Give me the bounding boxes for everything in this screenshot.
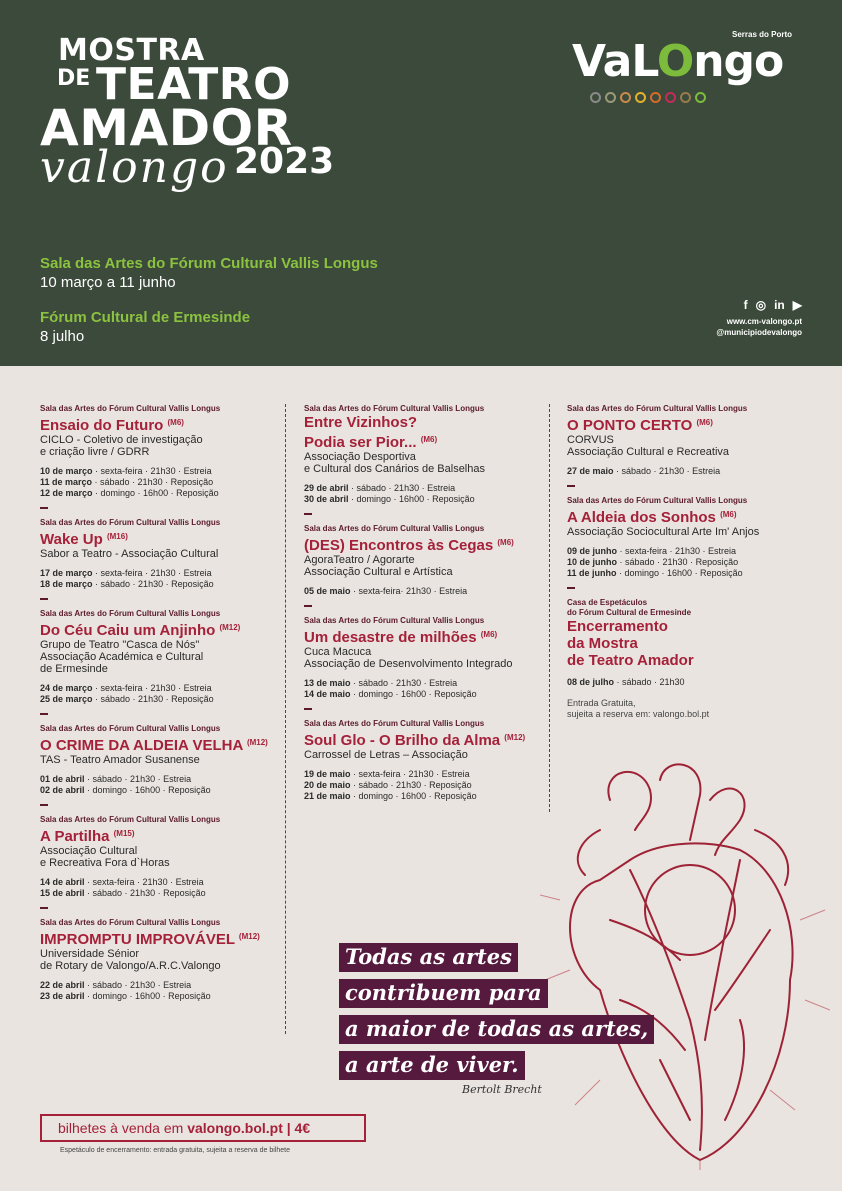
show-title-text: Wake Up [40, 531, 103, 548]
performance-dates [40, 774, 280, 796]
performance-row [40, 991, 280, 1002]
show-venue: Sala das Artes do Fórum Cultural Vallis Longus [40, 609, 221, 618]
show-entry [40, 518, 280, 600]
company-name: de Ermesinde [40, 663, 108, 675]
performance-details: · sábado · 21h30 · Estreia [613, 466, 721, 476]
show-title [567, 636, 807, 652]
venue-date: 8 julho [40, 328, 85, 345]
age-rating: (M12) [504, 733, 526, 742]
show-title-text: da Mostra [567, 635, 638, 652]
logo-dot [680, 92, 691, 103]
show-title-text: Podia ser Pior... [304, 434, 417, 451]
performance-details: · sexta-feira· 21h30 · Estreia [350, 586, 468, 596]
logo-word-part: ngo [693, 36, 784, 87]
performance-date: 05 de maio [304, 586, 351, 596]
company-name: e Recreativa Fora d`Horas [40, 857, 170, 869]
title-year: 2023 [234, 141, 335, 182]
performance-details: · sábado · 21h30 · Estreia [350, 678, 458, 688]
performance-row [304, 689, 544, 700]
performance-dates [567, 466, 807, 477]
performance-date: 23 de abril [40, 991, 85, 1001]
show-venue: Sala das Artes do Fórum Cultural Vallis Longus [40, 815, 221, 824]
separator-dash [40, 713, 48, 715]
company-name: Associação Sociocultural Arte Im' Anjos [567, 526, 760, 538]
show-venue: Sala das Artes do Fórum Cultural Vallis Longus [40, 404, 221, 413]
logo-dot [620, 92, 631, 103]
program-column-2 [304, 404, 544, 811]
performance-date: 11 de junho [567, 568, 617, 578]
performance-dates [304, 483, 544, 505]
show-entry [304, 719, 544, 802]
column-divider [549, 404, 550, 812]
company-name: Associação Cultural e Recreativa [567, 446, 730, 458]
show-title [567, 415, 807, 434]
social-icons [716, 298, 802, 312]
show-title [40, 826, 280, 845]
performance-details: · sexta-feira · 21h30 · Estreia [84, 877, 204, 887]
age-rating: (M16) [106, 532, 128, 541]
performance-details: · sexta-feira · 21h30 · Estreia [617, 546, 737, 556]
show-title-text: IMPROMPTU IMPROVÁVEL [40, 931, 235, 948]
company-name: Carrossel de Letras – Associação [304, 749, 468, 761]
show-title-text: O CRIME DA ALDEIA VELHA [40, 737, 243, 754]
performance-row [304, 769, 544, 780]
age-rating: (M6) [480, 630, 498, 639]
separator-dash [40, 907, 48, 909]
performance-dates [40, 568, 280, 590]
performance-row [567, 466, 807, 477]
show-venue: Sala das Artes do Fórum Cultural Vallis Longus [567, 496, 748, 505]
show-title-text: (DES) Encontros às Cegas [304, 537, 494, 554]
performance-date: 10 de março [40, 466, 93, 476]
performance-dates [567, 677, 807, 688]
age-rating: (M6) [720, 510, 737, 519]
show-title-text: Do Céu Caiu um Anjinho [40, 622, 216, 639]
company-name: CICLO - Coletivo de investigação [40, 434, 203, 446]
logo-word-part: VaL [572, 36, 657, 87]
performance-row [40, 466, 280, 477]
show-entry [567, 404, 807, 487]
show-venue: Casa de Espetáculos [567, 598, 648, 607]
venue-name: Sala das Artes do Fórum Cultural Vallis Longus [40, 255, 378, 272]
performance-date: 24 de março [40, 683, 93, 693]
show-title [567, 653, 807, 669]
logo-dots [590, 92, 706, 103]
show-entry [40, 404, 280, 509]
performance-dates [40, 683, 280, 705]
show-venue: Sala das Artes do Fórum Cultural Vallis Longus [304, 719, 485, 728]
show-venue: Sala das Artes do Fórum Cultural Vallis Longus [40, 724, 221, 733]
show-entry [40, 918, 280, 1002]
performance-row [40, 888, 280, 899]
column-divider [285, 404, 286, 1034]
quote-line: a maior de todas as artes, [339, 1015, 654, 1044]
separator-dash [304, 605, 312, 607]
show-note [567, 698, 807, 720]
show-title [304, 432, 544, 451]
quote-line: Todas as artes [339, 943, 518, 972]
performance-row [567, 557, 807, 568]
logo-dot [650, 92, 661, 103]
show-venue: Sala das Artes do Fórum Cultural Vallis Longus [304, 616, 485, 625]
performance-dates [40, 980, 280, 1002]
venue-info-2 [40, 308, 250, 346]
logo-tagline: Serras do Porto [732, 30, 793, 39]
show-entry [40, 815, 280, 909]
show-title [304, 730, 544, 749]
show-title-text: O PONTO CERTO [567, 417, 693, 434]
age-rating: (M6) [497, 538, 514, 547]
company-name: Associação de Desenvolvimento Integrado [304, 658, 513, 670]
separator-dash [567, 587, 575, 589]
logo-word-o: O [656, 36, 694, 87]
quote-line: contribuem para [339, 979, 548, 1008]
performance-details: · domingo · 16h00 · Reposição [84, 991, 211, 1001]
performance-date: 21 de maio [304, 791, 351, 801]
social-handle[interactable]: @municipiodevalongo [716, 328, 802, 337]
title-amador: AMADOR [40, 99, 293, 157]
performance-dates [40, 466, 280, 499]
show-title-text: Encerramento [567, 618, 668, 635]
show-venue: Sala das Artes do Fórum Cultural Vallis Longus [40, 518, 221, 527]
logo-dot [605, 92, 616, 103]
footer-note: Espetáculo de encerramento: entrada gratuita, sujeita a reserva de bilhete [60, 1147, 290, 1154]
company-name: Associação Cultural [40, 845, 138, 857]
show-title-text: Soul Glo - O Brilho da Alma [304, 732, 501, 749]
show-title [40, 620, 280, 639]
show-title-text: A Aldeia dos Sonhos [567, 509, 716, 526]
linkedin-icon[interactable]: in [774, 298, 785, 312]
performance-dates [304, 769, 544, 802]
performance-details: · sábado · 21h30 · Estreia [84, 980, 192, 990]
age-rating: (M15) [113, 829, 135, 838]
separator-dash [567, 485, 575, 487]
performance-date: 25 de março [40, 694, 93, 704]
performance-row [40, 785, 280, 796]
show-title [40, 529, 280, 548]
header-banner [0, 0, 842, 366]
performance-date: 08 de julho [567, 677, 615, 687]
quote-author: Bertolt Brecht [462, 1083, 542, 1096]
performance-row [304, 678, 544, 689]
performance-date: 14 de maio [304, 689, 351, 699]
company-name: e Cultural dos Canários de Balselhas [304, 463, 485, 475]
tickets-prefix: bilhetes à venda em [58, 1120, 188, 1136]
performance-details: · sexta-feira · 21h30 · Estreia [92, 568, 212, 578]
performance-row [40, 980, 280, 991]
performance-date: 30 de abril [304, 494, 349, 504]
performance-row [304, 780, 544, 791]
show-title [304, 627, 544, 646]
show-title [40, 929, 280, 948]
logo-dot [665, 92, 676, 103]
company-name: TAS - Teatro Amador Susanense [40, 754, 200, 766]
show-title-text: Ensaio do Futuro [40, 417, 164, 434]
age-rating: (M6) [420, 435, 438, 444]
performance-row [567, 568, 807, 579]
performance-date: 27 de maio [567, 466, 614, 476]
performance-row [40, 568, 280, 579]
performance-details: · sábado · 21h30 · Reposição [350, 780, 472, 790]
performance-row [304, 791, 544, 802]
performance-details: · sábado · 21h30 · Reposição [92, 694, 214, 704]
performance-dates [304, 678, 544, 700]
performance-row [40, 579, 280, 590]
performance-row [567, 677, 807, 688]
show-note-line: sujeita a reserva em: valongo.bol.pt [567, 709, 710, 719]
performance-row [40, 774, 280, 785]
venue-name: Fórum Cultural de Ermesinde [40, 309, 251, 326]
youtube-icon[interactable]: ▶ [792, 298, 802, 312]
company-name: Associação Académica e Cultural [40, 651, 204, 663]
title-valongo: valongo [40, 142, 229, 193]
quote-block [339, 943, 654, 1087]
performance-date: 01 de abril [40, 774, 85, 784]
performance-details: · sexta-feira · 21h30 · Estreia [350, 769, 470, 779]
performance-row [40, 683, 280, 694]
venue-date: 10 março a 11 junho [40, 274, 176, 291]
performance-details: · sábado · 21h30 · Reposição [92, 477, 214, 487]
age-rating: (M12) [246, 738, 268, 747]
show-venue: Sala das Artes do Fórum Cultural Vallis Longus [40, 918, 221, 927]
show-title-text: A Partilha [40, 828, 110, 845]
age-rating: (M6) [696, 418, 713, 427]
facebook-icon[interactable]: f [743, 298, 748, 312]
company-name: Cuca Macuca [304, 646, 372, 658]
performance-row [40, 488, 280, 499]
performance-details: · sábado · 21h30 · Reposição [92, 579, 214, 589]
show-entry [40, 724, 280, 806]
performance-date: 22 de abril [40, 980, 85, 990]
title-de: DE [57, 66, 91, 91]
company-name: Grupo de Teatro "Casca de Nós" [40, 639, 200, 651]
performance-date: 10 de junho [567, 557, 618, 567]
performance-date: 13 de maio [304, 678, 351, 688]
performance-details: · sábado · 21h30 · Reposição [84, 888, 206, 898]
show-entry [567, 496, 807, 589]
logo-dot [590, 92, 601, 103]
instagram-icon[interactable]: ◎ [755, 298, 767, 312]
performance-row [304, 494, 544, 505]
website-link[interactable]: www.cm-valongo.pt [726, 317, 802, 326]
company-name: e criação livre / GDRR [40, 446, 150, 458]
performance-details: · sexta-feira · 21h30 · Estreia [92, 466, 212, 476]
separator-dash [40, 507, 48, 509]
show-entry [40, 609, 280, 715]
show-entry [304, 616, 544, 710]
show-title-text: Um desastre de milhões [304, 629, 477, 646]
valongo-logo [572, 30, 812, 110]
performance-details: · domingo · 16h00 · Reposição [350, 791, 477, 801]
venue-info-1 [40, 254, 378, 292]
show-title [304, 535, 544, 554]
quote-line: a arte de viver. [339, 1051, 525, 1080]
logo-wordmark [572, 36, 784, 87]
age-rating: (M12) [219, 623, 241, 632]
program-column-1 [40, 404, 280, 1011]
company-name: de Rotary de Valongo/A.R.C.Valongo [40, 960, 221, 972]
show-title-text: Entre Vizinhos? [304, 414, 418, 431]
logo-dot [635, 92, 646, 103]
show-title [304, 415, 544, 431]
company-name: Sabor a Teatro - Associação Cultural [40, 548, 219, 560]
social-block [716, 298, 802, 338]
show-note-line: Entrada Gratuita, [567, 698, 636, 708]
show-venue: Sala das Artes do Fórum Cultural Vallis Longus [567, 404, 748, 413]
performance-date: 17 de março [40, 568, 93, 578]
performance-date: 20 de maio [304, 780, 351, 790]
show-title [40, 735, 280, 754]
show-entry [304, 404, 544, 515]
show-venue: do Fórum Cultural de Ermesinde [567, 608, 692, 617]
performance-date: 18 de março [40, 579, 93, 589]
performance-details: · domingo · 16h00 · Reposição [92, 488, 219, 498]
performance-details: · domingo · 16h00 · Reposição [84, 785, 211, 795]
performance-details: · domingo · 16h00 · Reposição [348, 494, 475, 504]
company-name: Universidade Sénior [40, 948, 140, 960]
show-venue: Sala das Artes do Fórum Cultural Vallis Longus [304, 404, 485, 413]
logo-dot [695, 92, 706, 103]
show-title-text: de Teatro Amador [567, 652, 694, 669]
performance-date: 12 de março [40, 488, 93, 498]
title-mostra: MOSTRA [58, 33, 205, 68]
performance-date: 02 de abril [40, 785, 85, 795]
title-teatro: TEATRO [96, 59, 292, 110]
tickets-price: | 4€ [282, 1120, 311, 1136]
separator-dash [304, 513, 312, 515]
performance-date: 09 de junho [567, 546, 618, 556]
performance-details: · sábado · 21h30 [614, 677, 685, 687]
performance-row [40, 877, 280, 888]
company-name: Associação Cultural e Artística [304, 566, 453, 578]
performance-date: 19 de maio [304, 769, 351, 779]
tickets-box[interactable] [40, 1114, 366, 1142]
show-entry [567, 598, 807, 720]
age-rating: (M6) [167, 418, 184, 427]
separator-dash [304, 708, 312, 710]
show-venue: Sala das Artes do Fórum Cultural Vallis Longus [304, 524, 485, 533]
separator-dash [40, 804, 48, 806]
performance-date: 15 de abril [40, 888, 85, 898]
separator-dash [40, 598, 48, 600]
performance-dates [304, 586, 544, 597]
show-title [567, 619, 807, 635]
performance-details: · sábado · 21h30 · Reposição [617, 557, 739, 567]
performance-row [40, 477, 280, 488]
tickets-link[interactable]: valongo.bol.pt [187, 1120, 283, 1136]
performance-details: · sábado · 21h30 · Estreia [348, 483, 456, 493]
performance-row [40, 694, 280, 705]
performance-details: · sexta-feira · 21h30 · Estreia [92, 683, 212, 693]
program-column-3 [567, 404, 807, 729]
performance-dates [40, 877, 280, 899]
company-name: Associação Desportiva [304, 451, 416, 463]
age-rating: (M12) [238, 932, 260, 941]
performance-row [567, 546, 807, 557]
show-title [40, 415, 280, 434]
show-entry [304, 524, 544, 607]
company-name: AgoraTeatro / Agorarte [304, 554, 415, 566]
performance-row [304, 483, 544, 494]
show-title [567, 507, 807, 526]
performance-details: · domingo · 16h00 · Reposição [350, 689, 477, 699]
performance-date: 29 de abril [304, 483, 349, 493]
company-name: CORVUS [567, 434, 614, 446]
performance-date: 11 de março [40, 477, 93, 487]
performance-dates [567, 546, 807, 579]
performance-row [304, 586, 544, 597]
performance-details: · domingo · 16h00 · Reposição [616, 568, 743, 578]
performance-details: · sábado · 21h30 · Estreia [84, 774, 192, 784]
performance-date: 14 de abril [40, 877, 85, 887]
